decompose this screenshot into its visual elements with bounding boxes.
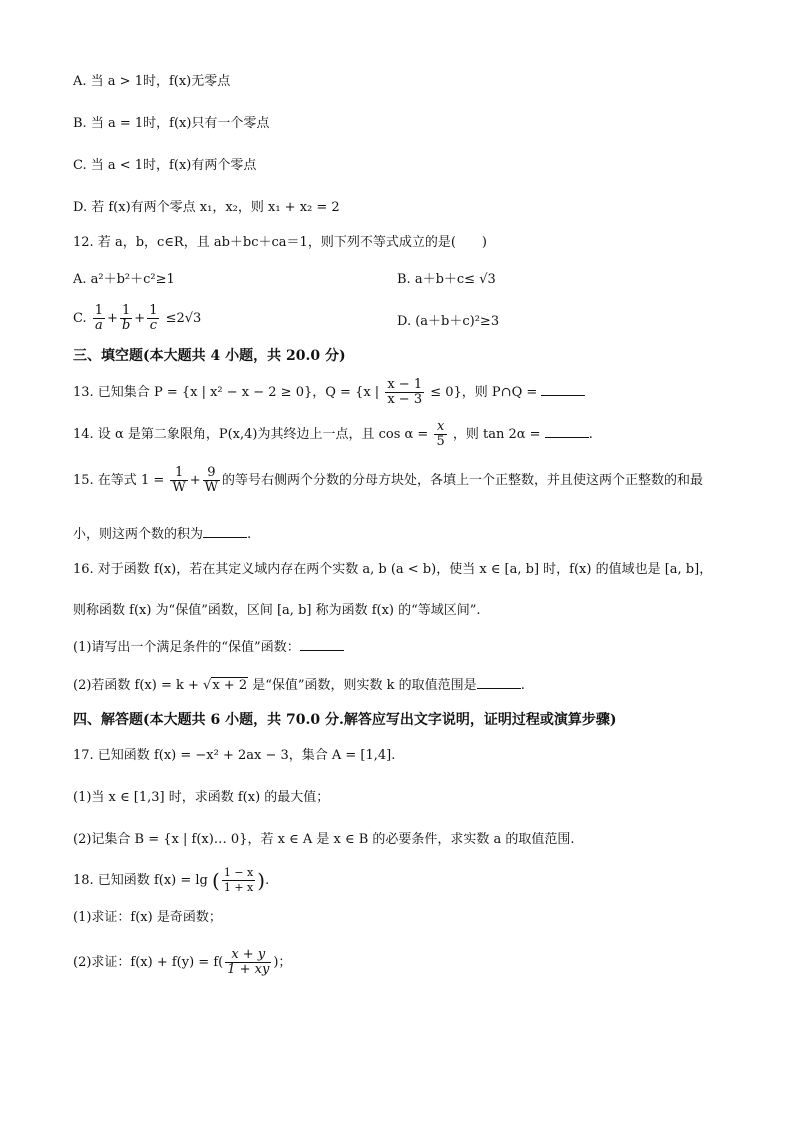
q15-answer-blank[interactable]	[203, 525, 247, 538]
q16-2-sqrt: √x + 2	[203, 678, 248, 693]
q15-frac1-num: 1	[170, 466, 187, 481]
question-13	[73, 378, 585, 407]
q12-option-d: D. (a＋b＋c)²≥3	[397, 314, 500, 329]
q12-c-frac-b: $\frac{1}{b}$	[121, 303, 131, 333]
q16-2-period: .	[520, 678, 525, 693]
q13-text-b: ≤ 0}，则 P∩Q =	[430, 385, 538, 400]
q14-period: .	[588, 427, 593, 442]
section-4-heading: 四、解答题(本大题共 6 小题，共 70.0 分.解答应写出文字说明，证明过程或演算步骤)	[73, 712, 617, 728]
q14-frac-den: 5	[436, 434, 445, 449]
q18-text-a: 18. 已知函数 f(x) = lg	[73, 873, 208, 888]
q16-part-2	[73, 676, 525, 696]
q16-2-text-b: 是“保值”函数，则实数 k 的取值范围是	[252, 678, 477, 693]
q16-2-radicand: x + 2	[212, 678, 248, 693]
q18-2-frac-num: x + y	[225, 948, 271, 963]
q13-frac-num: x − 1	[387, 377, 423, 392]
q18-2-text-b: )；	[273, 955, 292, 970]
question-17: 17. 已知函数 f(x) = −x² + 2ax − 3，集合 A = [1,4].	[73, 748, 396, 763]
q16-2-answer-blank[interactable]	[477, 676, 521, 689]
q18-2-fraction	[225, 948, 271, 977]
question-15-cont	[73, 525, 251, 545]
q18-fraction	[222, 866, 255, 895]
q14-answer-blank[interactable]	[545, 425, 589, 438]
question-15: 15. 在等式 1 = $\frac{1}{W}$ + $\frac{9}{W}$ 的等号右侧两个分数的分母方块处，各填上一个正整数，并且使这两个正整数的和最	[73, 465, 704, 495]
q15-text-b: 的等号右侧两个分数的分母方块处，各填上一个正整数，并且使这两个正整数的和最	[222, 473, 704, 488]
q18-frac-den: 1 + x	[223, 881, 254, 894]
q13-frac-den: x − 3	[387, 392, 423, 407]
q15-text-a: 15. 在等式 1 =	[73, 473, 165, 488]
q18-part-1: (1)求证：f(x) 是奇函数；	[73, 910, 222, 925]
q18-2-text-a: (2)求证：f(x) + f(y) = f(	[73, 955, 224, 970]
q12-c-suffix: ≤2√3	[165, 311, 202, 326]
q15-frac2-den: W	[204, 480, 219, 495]
option-d: D. 若 f(x)有两个零点 x₁，x₂，则 x₁ + x₂ = 2	[73, 200, 340, 215]
q18-2-frac-den: 1 + xy	[227, 962, 270, 977]
question-16-cont: 则称函数 f(x) 为“保值”函数，区间 [a, b] 称为函数 f(x) 的“等域区间”.	[73, 603, 481, 618]
q12-c-frac-a: $\frac{1}{a}$	[94, 303, 104, 333]
q13-answer-blank[interactable]	[541, 383, 585, 396]
q16-1-text: (1)请写出一个满足条件的“保值”函数：	[73, 640, 300, 655]
q15-text-c: 小，则这两个数的积为	[73, 527, 204, 542]
question-12: 12. 若 a，b，c∈R，且 ab＋bc＋ca＝1，则下列不等式成立的是( )	[73, 235, 487, 250]
section-3-heading: 三、填空题(本大题共 4 小题，共 20.0 分)	[73, 348, 346, 364]
q12-option-c: C. $\frac{1}{a}$ + $\frac{1}{b}$ + $\frac{1}{c}$ ≤2√3	[73, 303, 202, 333]
q14-frac-num: x	[434, 420, 446, 435]
q17-part-2: (2)记集合 B = {x | f(x)… 0}，若 x ∈ A 是 x ∈ B 的必要条件，求实数 a 的取值范围.	[73, 832, 575, 847]
q15-frac1-den: W	[172, 480, 186, 495]
q14-fraction	[434, 420, 446, 449]
q16-part-1	[73, 638, 344, 658]
q13-fraction	[385, 378, 424, 407]
q18-part-2	[73, 948, 291, 977]
q12-option-a: A. a²＋b²＋c²≥1	[73, 272, 175, 287]
q18-frac-num: 1 − x	[223, 866, 254, 879]
q17-part-1: (1)当 x ∈ [1,3] 时，求函数 f(x) 的最大值；	[73, 790, 330, 805]
q14-text-a: 14. 设 α 是第二象限角，P(x,4)为其终边上一点，且 cos α =	[73, 427, 429, 442]
q14-text-b: ，则 tan 2α =	[452, 427, 541, 442]
option-c: C. 当 a < 1时，f(x)有两个零点	[73, 158, 257, 173]
question-18	[73, 866, 269, 895]
q12-option-b: B. a＋b＋c≤ √3	[397, 272, 496, 287]
q15-fraction-2	[203, 466, 220, 495]
q15-period: .	[247, 527, 252, 542]
q13-text-a: 13. 已知集合 P = {x | x² − x − 2 ≥ 0}，Q = {x |	[73, 385, 380, 400]
q18-period: .	[265, 873, 270, 888]
option-b: B. 当 a = 1时，f(x)只有一个零点	[73, 116, 270, 131]
question-14	[73, 420, 593, 449]
q18-paren-open: (	[212, 868, 220, 893]
q18-paren-close: )	[257, 868, 266, 893]
q16-2-text-a: (2)若函数 f(x) = k +	[73, 678, 199, 693]
question-16: 16. 对于函数 f(x)，若在其定义域内存在两个实数 a, b (a < b)，使当 x ∈ [a, b] 时，f(x) 的值域也是 [a, b]，	[73, 562, 713, 577]
option-a: A. 当 a > 1时，f(x)无零点	[73, 74, 231, 89]
q15-fraction-1	[170, 466, 187, 495]
q15-frac2-num: 9	[203, 466, 220, 481]
q12-c-prefix: C.	[73, 311, 87, 326]
q16-1-answer-blank[interactable]	[300, 638, 344, 651]
q12-c-frac-c: $\frac{1}{c}$	[149, 303, 158, 333]
